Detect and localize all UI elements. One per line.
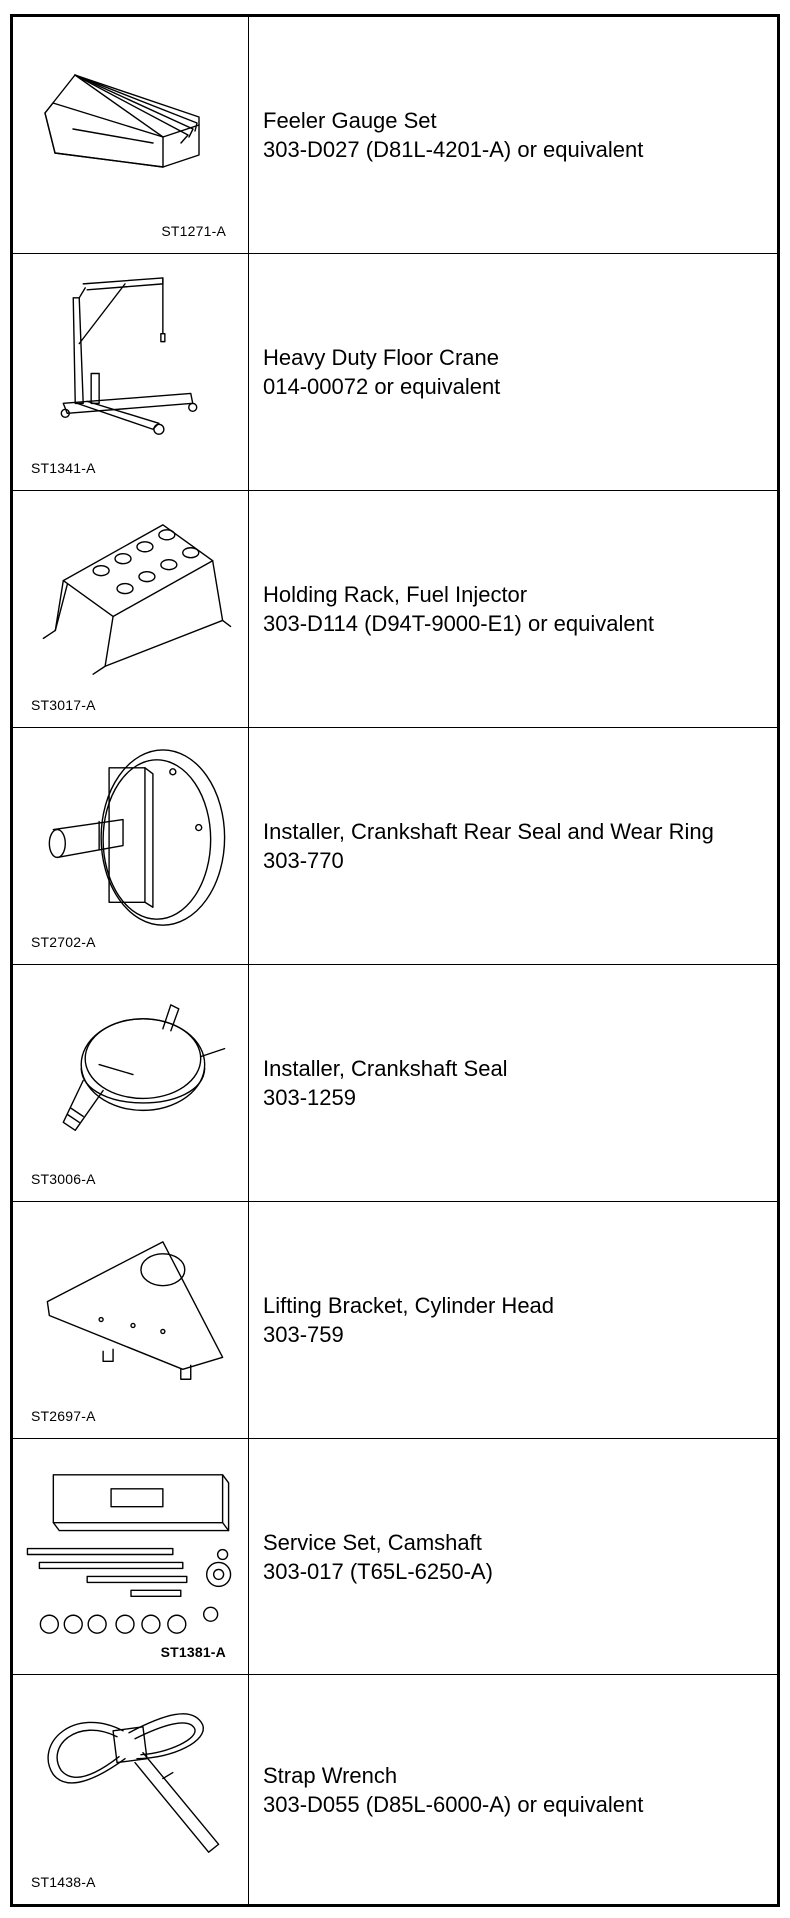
tool-code: ST2697-A (31, 1408, 96, 1424)
tool-code: ST1381-A (160, 1644, 226, 1660)
tool-name: Service Set, Camshaft (263, 1529, 482, 1555)
table-row (13, 1438, 777, 1674)
tool-part-number: 303-D027 (D81L-4201-A) or equivalent (263, 137, 644, 162)
floor-crane-icon (13, 254, 249, 490)
tool-description (263, 254, 771, 490)
tool-image-cell (13, 1439, 249, 1674)
tool-name: Strap Wrench (263, 1762, 398, 1788)
tool-image-cell (13, 254, 249, 490)
tool-description (263, 491, 771, 727)
tool-code: ST2702-A (31, 934, 96, 950)
table-row (13, 17, 777, 253)
tool-part-number: 303-D114 (D94T-9000-E1) or equivalent (263, 611, 654, 636)
tool-code: ST1341-A (31, 460, 96, 476)
strap-wrench-icon (13, 1675, 249, 1904)
table-row (13, 253, 777, 490)
table-row (13, 1201, 777, 1438)
tool-description (263, 1439, 771, 1674)
tool-name: Lifting Bracket, Cylinder Head (263, 1293, 555, 1318)
tool-part-number: 014-00072 or equivalent (263, 374, 501, 399)
tool-name: Installer, Crankshaft Seal (263, 1056, 508, 1081)
camshaft-service-set-icon (13, 1439, 249, 1674)
tool-image-cell (13, 17, 249, 253)
tool-image-cell (13, 491, 249, 727)
tool-description (263, 1202, 771, 1438)
table-row (13, 490, 777, 727)
table-row (13, 1674, 777, 1904)
tool-name: Holding Rack, Fuel Injector (263, 582, 528, 607)
feeler-gauge-set-icon (13, 17, 249, 253)
tool-description (263, 17, 771, 253)
tool-part-number: 303-D055 (D85L-6000-A) or equivalent (263, 1791, 644, 1817)
rear-seal-installer-icon (13, 728, 249, 964)
special-tools-table (10, 14, 780, 1907)
tool-code: ST3017-A (31, 697, 96, 713)
tool-description (263, 1675, 771, 1904)
tool-image-cell (13, 1202, 249, 1438)
tool-description (263, 728, 771, 964)
tool-part-number: 303-1259 (263, 1085, 356, 1110)
tool-name: Heavy Duty Floor Crane (263, 345, 499, 370)
tool-name: Feeler Gauge Set (263, 108, 437, 133)
tool-code: ST1271-A (161, 223, 226, 239)
tool-description (263, 965, 771, 1201)
tool-image-cell (13, 728, 249, 964)
injector-rack-icon (13, 491, 249, 727)
tool-image-cell (13, 1675, 249, 1904)
table-row (13, 727, 777, 964)
tool-code: ST1438-A (31, 1874, 96, 1890)
tool-image-cell (13, 965, 249, 1201)
tool-part-number: 303-759 (263, 1322, 344, 1347)
tool-name: Installer, Crankshaft Rear Seal and Wear Ring (263, 819, 714, 844)
tool-part-number: 303-770 (263, 848, 344, 873)
lifting-bracket-icon (13, 1202, 249, 1438)
seal-installer-icon (13, 965, 249, 1201)
tool-code: ST3006-A (31, 1171, 96, 1187)
tool-part-number: 303-017 (T65L-6250-A) (263, 1558, 493, 1584)
table-row (13, 964, 777, 1201)
